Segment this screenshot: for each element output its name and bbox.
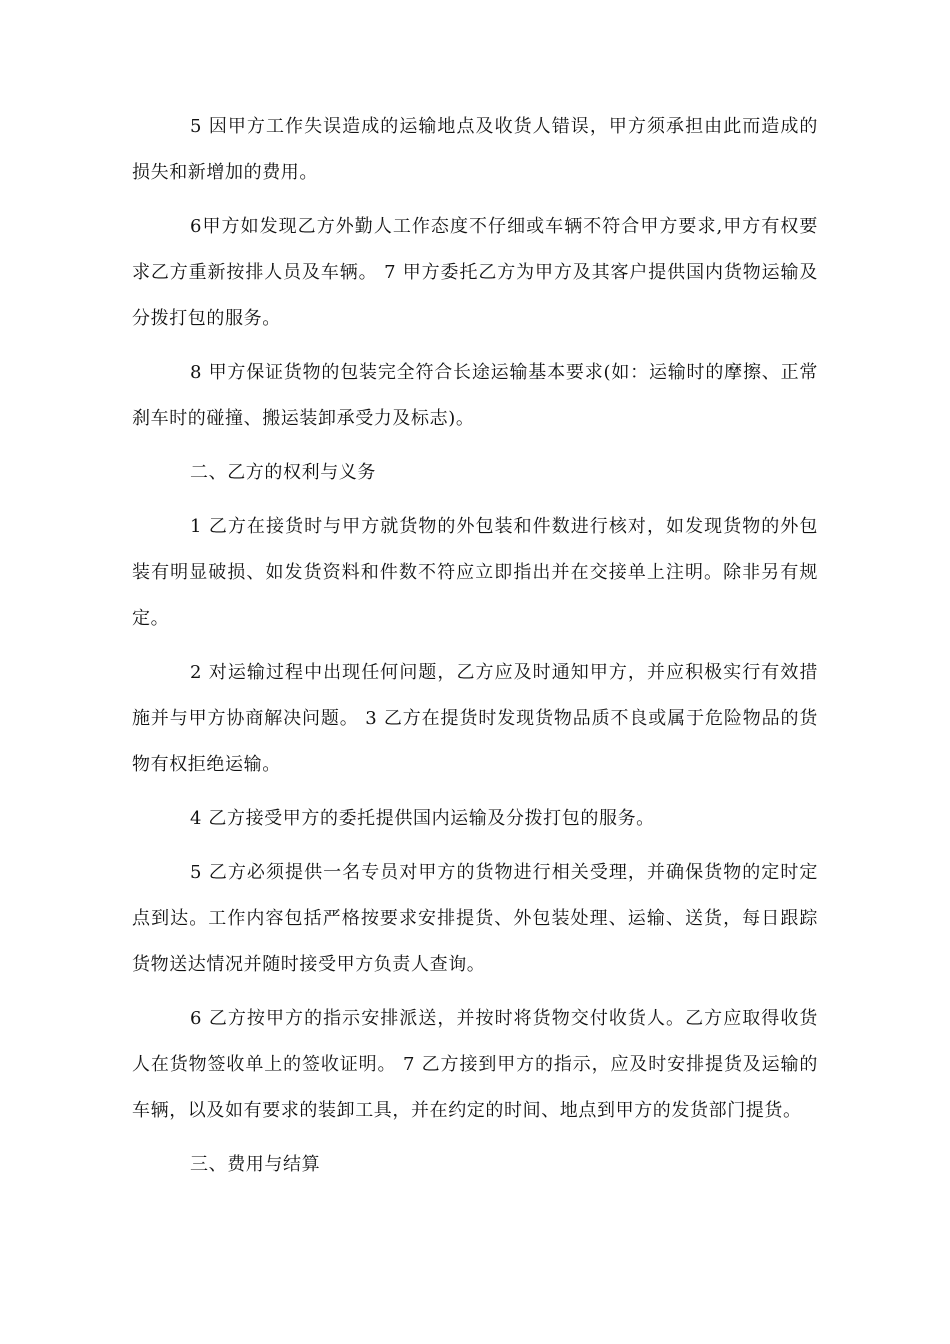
paragraph-7: 5 乙方必须提供一名专员对甲方的货物进行相关受理，并确保货物的定时定点到达。工作内容包括严格按要求安排提货、外包装处理、运输、送货，每日跟踪货物送达情况并随时接受甲方负责人查询。 [132, 862, 818, 975]
paragraph-2: 6甲方如发现乙方外勤人工作态度不仔细或车辆不符合甲方要求,甲方有权要求乙方重新按排人员及车辆。 7 甲方委托乙方为甲方及其客户提供国内货物运输及分拨打包的服务。 [132, 216, 818, 329]
paragraph-6: 4 乙方接受甲方的委托提供国内运输及分拨打包的服务。 [190, 808, 655, 829]
section-heading-2: 二、乙方的权利与义务 [190, 462, 376, 483]
paragraph-8: 6 乙方按甲方的指示安排派送，并按时将货物交付收货人。乙方应取得收货人在货物签收单上的签收证明。 7 乙方接到甲方的指示，应及时安排提货及运输的车辆，以及如有要求的装卸工具，并在约定的时间、地点到甲方的发货部门提货。 [132, 1008, 818, 1121]
paragraph-1: 5 因甲方工作失误造成的运输地点及收货人错误，甲方须承担由此而造成的损失和新增加的费用。 [132, 116, 818, 183]
document-body [132, 104, 818, 1196]
section-heading-3: 三、费用与结算 [190, 1154, 321, 1175]
paragraph-5: 2 对运输过程中出现任何问题，乙方应及时通知甲方，并应积极实行有效措施并与甲方协商解决问题。 3 乙方在提货时发现货物品质不良或属于危险物品的货物有权拒绝运输。 [132, 662, 818, 775]
paragraph-4: 1 乙方在接货时与甲方就货物的外包装和件数进行核对，如发现货物的外包装有明显破损、如发货资料和件数不符应立即指出并在交接单上注明。除非另有规定。 [132, 516, 818, 629]
paragraph-3: 8 甲方保证货物的包装完全符合长途运输基本要求(如：运输时的摩擦、正常刹车时的碰撞、搬运装卸承受力及标志)。 [132, 362, 818, 429]
